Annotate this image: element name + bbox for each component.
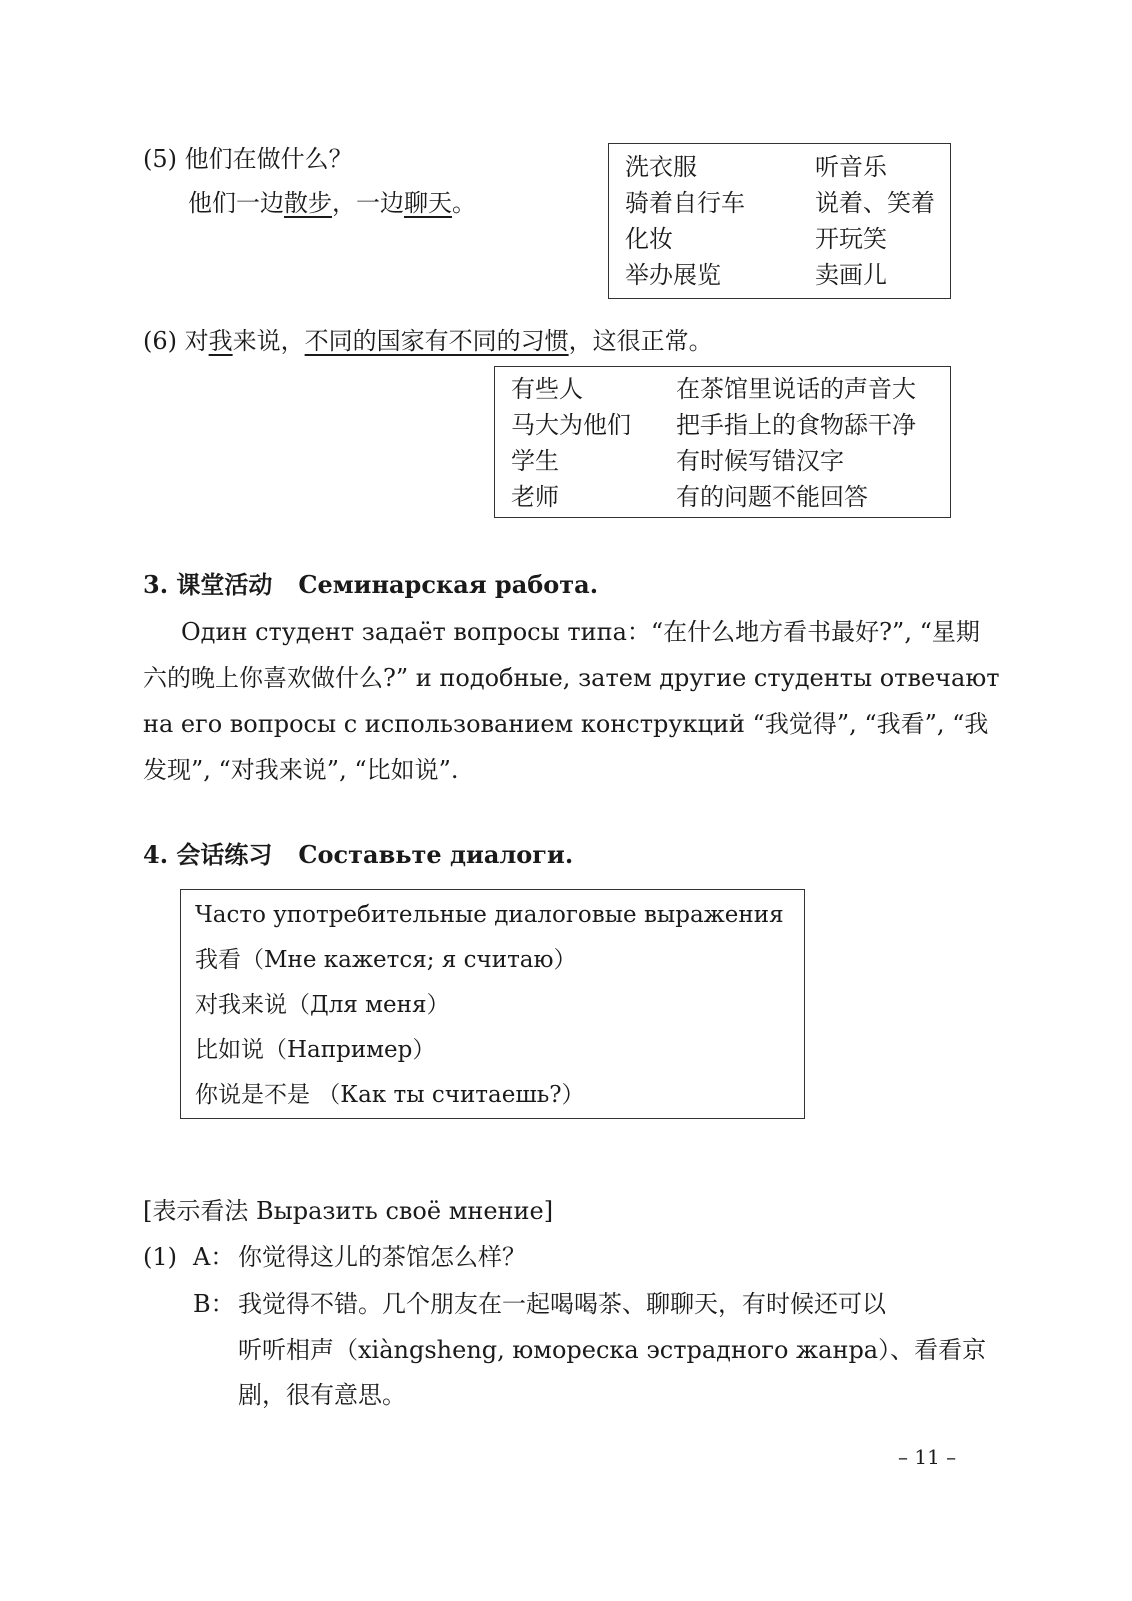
ex5-box-cell: 开玩笑: [815, 225, 887, 253]
section4-title-cn: 4. 会话练习: [143, 840, 273, 869]
section3-line: на его вопросы с использованием конструкций “我觉得”, “我看”, “我: [143, 710, 989, 738]
ex5-box-cell: 卖画儿: [815, 261, 887, 289]
ex6-box-cell: 在茶馆里说话的声音大: [676, 375, 916, 403]
dialogue-number: (1): [143, 1243, 177, 1271]
expression-item: 你说是不是 （Как ты считаешь?）: [195, 1082, 585, 1108]
section4-title-ru: Составьте диалоги.: [298, 840, 574, 869]
ex5-box-cell: 骑着自行车: [625, 189, 745, 217]
ex5-box-cell: 举办展览: [625, 261, 721, 289]
section3-title-cn: 3. 课堂活动: [143, 570, 273, 599]
ex5-answer-underline2: 聊天: [404, 189, 452, 217]
ex5-answer: [188, 186, 476, 220]
ex5-substitution-box: [608, 143, 951, 299]
section4-heading: [143, 838, 573, 872]
section3-paragraph: [143, 609, 1000, 793]
speaker-a-text: 你觉得这儿的茶馆怎么样？: [238, 1243, 526, 1271]
ex5-answer-underline1: 散步: [284, 189, 332, 217]
expressions-title: Часто употребительные диалоговые выражения: [195, 902, 784, 928]
ex6-underline1: 我: [208, 327, 233, 355]
page-number: – 11 –: [898, 1445, 957, 1469]
section3-line: 发现”, “对我来说”, “比如说”.: [143, 756, 459, 784]
speaker-b-line: 剧，很有意思。: [238, 1381, 406, 1409]
section4-expressions-box: [180, 889, 805, 1119]
section3-line: Один студент задаёт вопросы типа：“在什么地方看书最好?”, “星期: [181, 618, 980, 646]
speaker-b-line: 我觉得不错。几个朋友在一起喝喝茶、聊聊天，有时候还可以: [238, 1290, 886, 1318]
ex6-part3: ，这很正常。: [568, 327, 713, 355]
speaker-a-label: A：: [193, 1243, 235, 1271]
expression-item: 对我来说（Для меня）: [195, 992, 450, 1018]
expression-item: 我看（Мне кажется; я считаю）: [195, 947, 577, 973]
expression-item: 比如说（Например）: [195, 1037, 436, 1063]
dialogue-header: [表示看法 Выразить своё мнение]: [143, 1197, 554, 1225]
ex6-part1: (6) 对: [143, 327, 209, 355]
ex6-substitution-box: [494, 366, 951, 518]
ex5-answer-part2: ，一边: [332, 189, 404, 217]
ex5-box-cell: 洗衣服: [625, 153, 697, 181]
ex6-box-cell: 老师: [511, 483, 559, 511]
ex6-box-cell: 学生: [511, 447, 559, 475]
speaker-b-line: 听听相声（xiàngsheng, юмореска эстрадного жанра）、看看京: [238, 1336, 987, 1364]
ex6-box-cell: 有时候写错汉字: [676, 447, 844, 475]
ex6-line: [143, 324, 713, 358]
ex5-question: (5) 他们在做什么？: [143, 145, 353, 173]
ex5-box-cell: 说着、笑着: [815, 189, 935, 217]
ex6-box-cell: 有些人: [511, 375, 583, 403]
ex6-box-cell: 有的问题不能回答: [676, 483, 868, 511]
ex6-underline2: 不同的国家有不同的习惯: [304, 327, 569, 355]
ex6-part2: 来说，: [232, 327, 305, 355]
ex6-box-cell: 马大为他们: [511, 411, 631, 439]
ex5-box-cell: 听音乐: [815, 153, 887, 181]
ex5-answer-part1: 他们一边: [188, 189, 284, 217]
section3-title-ru: Семинарская работа.: [298, 570, 599, 599]
section3-line: 六的晚上你喜欢做什么?” и подобные, затем другие студенты отвечают: [143, 664, 1000, 692]
ex5-answer-part3: 。: [452, 189, 476, 217]
ex5-box-cell: 化妆: [625, 225, 673, 253]
section3-heading: [143, 568, 598, 602]
ex6-box-cell: 把手指上的食物舔干净: [676, 411, 916, 439]
speaker-b-label: B：: [193, 1290, 235, 1318]
